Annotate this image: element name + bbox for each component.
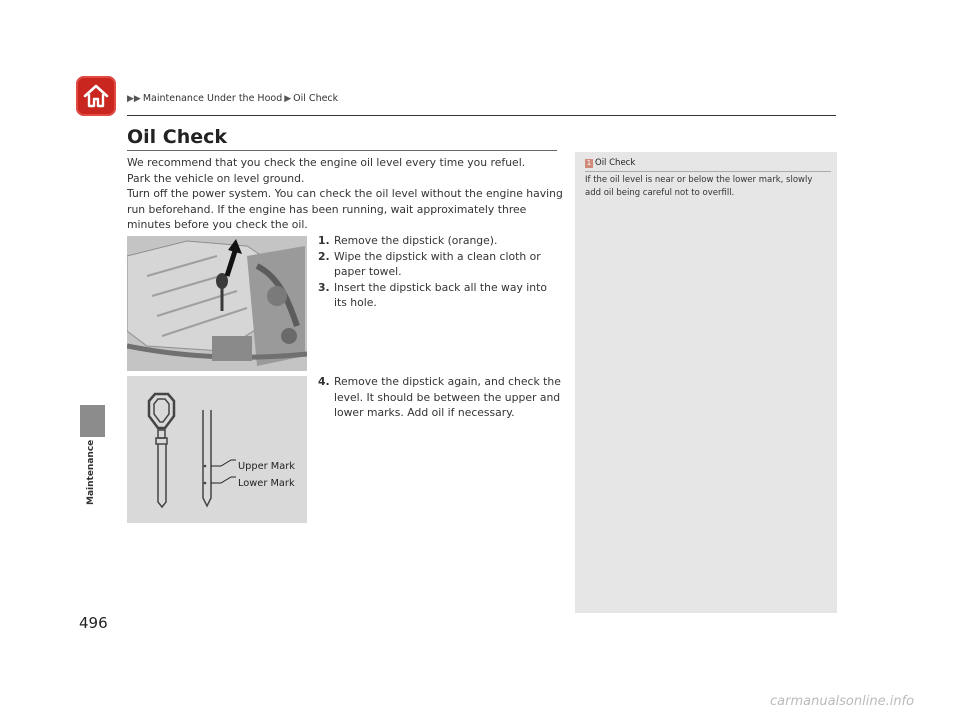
step-text: Wipe the dipstick with a clean cloth or paper towel. — [334, 249, 541, 278]
home-button[interactable] — [76, 76, 116, 116]
steps-list — [318, 374, 563, 421]
step-text: Insert the dipstick back all the way into its hole. — [334, 280, 547, 309]
intro-paragraph: Park the vehicle on level ground. — [127, 171, 305, 185]
note-divider — [585, 171, 831, 172]
step-item — [318, 280, 563, 311]
double-chevron-icon: ▶▶ — [127, 93, 141, 104]
intro-paragraph: Turn off the power system. You can check the oil level without the engine having run beforehand. If the engine has been running, wait approximately three minutes before you check the oil. — [127, 187, 563, 231]
step-number: 3. — [318, 280, 330, 294]
intro-text — [127, 155, 567, 233]
step-number: 1. — [318, 234, 330, 247]
breadcrumb-item-current: Oil Check — [293, 93, 339, 104]
note-icon: 1 — [586, 158, 592, 167]
step-number: 2. — [318, 249, 330, 263]
note-title: Oil Check — [595, 158, 636, 168]
breadcrumb — [127, 93, 338, 104]
title-divider — [127, 150, 557, 151]
note-panel — [575, 152, 837, 613]
header-divider — [127, 115, 836, 116]
note-header — [585, 158, 635, 168]
home-icon — [82, 83, 110, 109]
watermark: carmanualsonline.info — [770, 694, 915, 709]
lower-mark-label: Lower Mark — [238, 478, 295, 489]
step-item — [318, 233, 563, 249]
section-tab[interactable] — [80, 405, 105, 437]
note-text: If the oil level is near or below the lower mark, slowly add oil being careful not to overfill. — [585, 175, 813, 198]
upper-mark-label: Upper Mark — [238, 461, 295, 472]
engine-bay-image — [127, 236, 307, 371]
page-number: 496 — [79, 614, 108, 632]
chevron-right-icon: ▶ — [284, 93, 292, 104]
step-item — [318, 374, 563, 421]
step-number: 4. — [318, 375, 330, 388]
steps-list — [318, 233, 563, 311]
dipstick-diagram — [127, 376, 307, 523]
page-title: Oil Check — [127, 126, 228, 148]
step-text: Remove the dipstick (orange). — [334, 234, 498, 247]
breadcrumb-item-section[interactable]: Maintenance Under the Hood — [142, 93, 283, 104]
intro-paragraph: We recommend that you check the engine oil level every time you refuel. — [127, 156, 526, 169]
step-text: Remove the dipstick again, and check the level. It should be between the upper and lower marks. Add oil if necessary. — [334, 375, 561, 419]
section-label: Maintenance — [86, 440, 96, 506]
step-item — [318, 249, 563, 280]
